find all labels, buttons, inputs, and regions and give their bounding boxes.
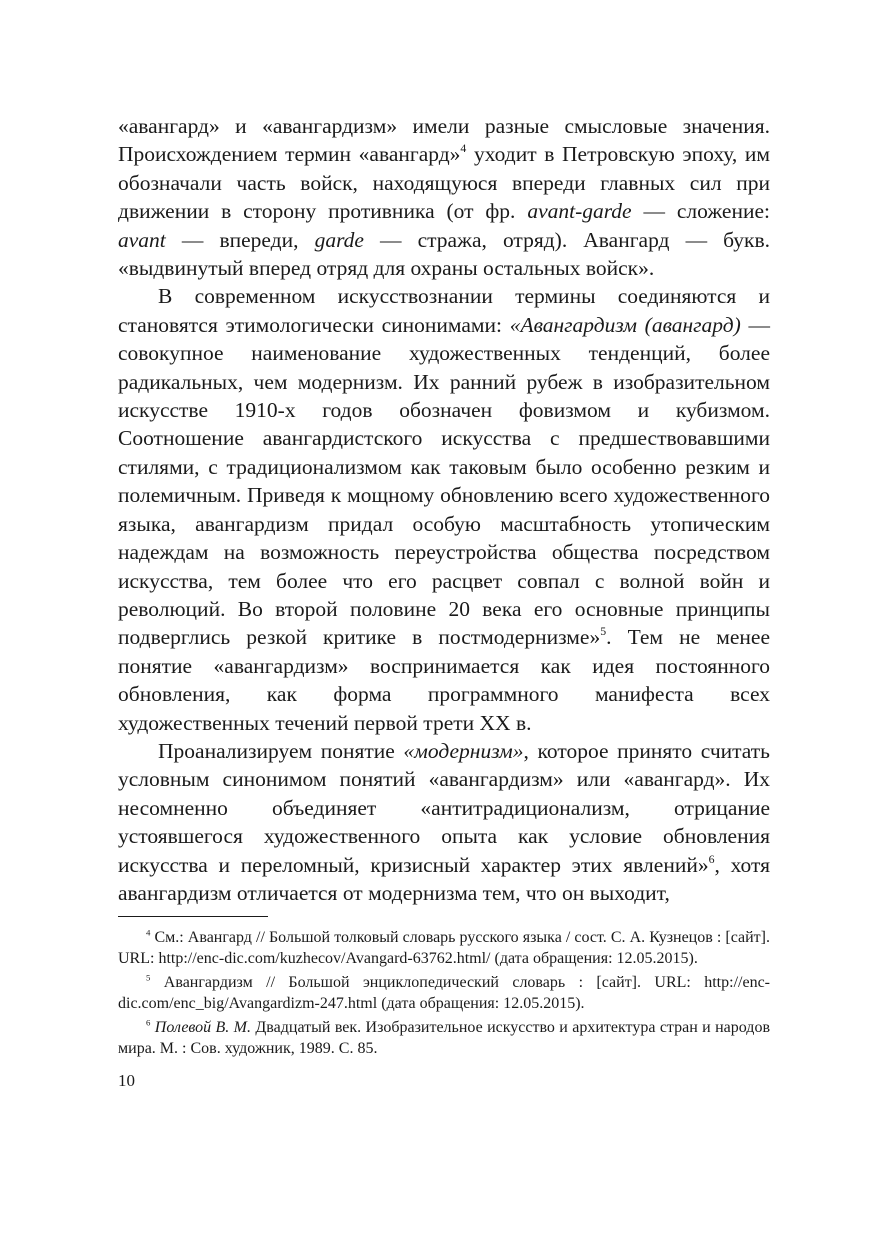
- footnote-4: $^4$ См.: Авангард // Большой толковый словарь русского языка / сост. С. А. Кузнецов : [сайт]. URL: http://enc-dic.com/kuzhecov/Avangard-63762.html/ (дата обращения: 12.05.2015).: [118, 927, 770, 968]
- paragraph-2: В современном искусствознании термины соединяются и становятся этимологически синонимами: «Авангардизм (авангард) — совокупное наименование художественных тенденций, более радикальных, чем модернизм. Их ранний рубеж в изобразительном искусстве 1910-х годов обозначен фовизмом и кубизмом. Соотношение авангардистского искусства с предшествовавшими стилями, с традиционализмом как таковым было особенно резким и полемичным. Приведя к мощному обновлению всего художественного языка, авангардизм придал особую масштабность утопическим надеждам на возможность переустройства общества посредством искусства, тем более что его расцвет совпал с волной войн и революций. Во второй половине 20 века его основные принципы подверглись резкой критике в постмодернизме»$^5$. Тем не менее понятие «авангардизм» воспринимается как идея постоянного обновления, как форма программного манифеста всех художественных течений первой трети XX в.: [118, 284, 770, 735]
- footnotes: [118, 927, 770, 1059]
- footnote-ref-6: 6: [708, 851, 715, 866]
- footnote-ref-5: 5: [600, 624, 607, 639]
- footnote-6: $^6$ Полевой В. М. Двадцатый век. Изобразительное искусство и архитектура стран и народов мира. М. : Сов. художник, 1989. С. 85.: [118, 1017, 770, 1058]
- footnote-5: $^5$ Авангардизм // Большой энциклопедический словарь : [сайт]. URL: http://enc-dic.com/enc_big/Avangardizm-247.html (дата обращения: 12.05.2015).: [118, 972, 770, 1013]
- paragraph-3: Проанализируем понятие «модернизм», которое принято считать условным синонимом понятий «авангардизм» или «авангард». Их несомненно объединяет «антитрадиционализм, отрицание устоявшегося художественного опыта как условие обновления искусства и переломный, кризисный характер этих явлений»$^6$, хотя авангардизм отличается от модернизма тем, что он выходит,: [118, 738, 771, 905]
- main-text: [118, 112, 770, 907]
- footnote-ref-4: 4: [460, 141, 467, 156]
- page-number: 10: [118, 1071, 135, 1091]
- footnote-divider: [118, 916, 268, 917]
- paragraph-1: «авангард» и «авангардизм» имели разные смысловые значения. Происхождением термин «авангард»$^4$ уходит в Петровскую эпоху, им обозначали часть войск, находящуюся впереди главных сил при движении в сторону противника (от фр. avant-garde — сложение: avant — впереди, garde — стража, отряд). Авангард — букв. «выдвинутый вперед отряд для охраны остальных войск».: [118, 114, 770, 281]
- book-page: [118, 112, 770, 1091]
